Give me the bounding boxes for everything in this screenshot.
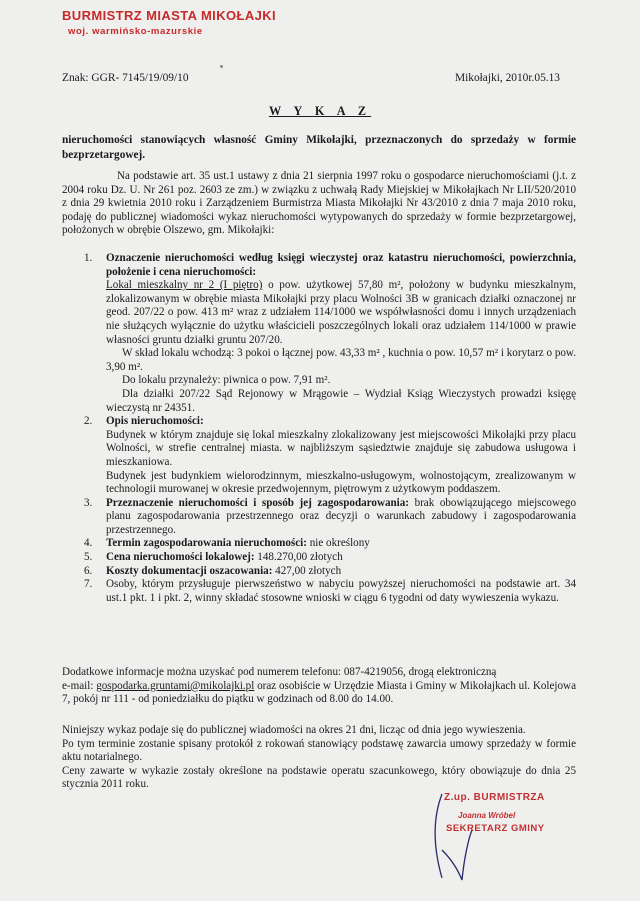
- signature-name: Joanna Wróbel: [458, 811, 516, 820]
- building-paragraph: Budynek jest budynkiem wielorodzinnym, mieszkalno-usługowym, wolnostojącym, zrealizowanym w technologii murowanej w okresie przedwojennym, piętrowym z użytkowym poddaszem.: [106, 469, 576, 496]
- item-number: 4.: [84, 537, 93, 550]
- item-text: 427,00 złotych: [272, 564, 342, 577]
- item-text: Osoby, którym przysługuje pierwszeństwo w nabyciu powyższej nieruchomości na podstawie art. 34 ust.1 pkt. 1 i pkt. 2, winny składać stosowne wnioski w ciągu 6 tygodni od daty wywieszenia wykazu.: [106, 578, 576, 604]
- additional-info: [62, 666, 576, 707]
- item-number: 5.: [84, 551, 93, 564]
- document-subtitle: nieruchomości stanowiących własność Gminy Mikołajki, przeznaczonych do sprzedaży w formie bezprzetargowej.: [62, 134, 576, 161]
- item-number: 6.: [84, 564, 93, 577]
- document-title: [0, 104, 640, 119]
- item-heading: Koszty dokumentacji oszacowania:: [106, 564, 273, 577]
- handwritten-signature: [412, 790, 582, 885]
- email-link[interactable]: gospodarka.gruntami@mikolajki.pl: [96, 679, 255, 692]
- closing-paragraph: Ceny zawarte w wykazie zostały określone na podstawie operatu szacunkowego, który obowiązuje do dnia 25 stycznia 2011 roku.: [62, 764, 576, 791]
- item-number: 7.: [84, 578, 93, 591]
- ink-dot: [220, 65, 223, 68]
- item-text: brak obowiązującego miejscowego planu zagospodarowania przestrzennego oraz decyzji o warunkach zabudowy i zagospodarowania przestrzennego.: [106, 496, 576, 536]
- closing-paragraph: Po tym terminie zostanie spisany protokół z rokowań stanowiący podstawę zawarcia umowy sprzedaży w formie aktu notarialnego.: [62, 737, 576, 764]
- list-item: [84, 537, 576, 551]
- additional-info-line: Dodatkowe informacje można uzyskać pod numerem telefonu: 087-4219056, drogą elektroniczną: [62, 666, 497, 678]
- item-heading: Opis nieruchomości:: [106, 415, 204, 428]
- rooms-paragraph: W skład lokalu wchodzą: 3 pokoi o łącznej pow. 43,33 m² , kuchnia o pow. 10,57 m² i korytarz o pow. 3,90 m².: [106, 347, 576, 373]
- document-date: Mikołajki, 2010r.05.13: [454, 72, 560, 84]
- stamp-subtitle: woj. warmińsko-mazurskie: [68, 26, 203, 37]
- lokal-description: o pow. użytkowej 57,80 m², położony w budynku mieszkalnym, zlokalizowanym w obrębie miasta Mikołajki przy placu Wolności 3B w granicach działki oznaczonej nr geod. 207/22 o pow. 413 m² wraz z udziałem 114/1000 we współwłasności domu i innych urządzeniach nie służących wyłącznie do użytku właścicieli poszczególnych lokali oraz udziałem 114/1000 w prawie własności gruntu działki gruntu 207/20.: [106, 279, 577, 346]
- office-stamp: [62, 8, 276, 37]
- item-heading: Oznaczenie nieruchomości według księgi wieczystej oraz katastru nieruchomości, powierzchnia, położenie i cena nieruchomości:: [106, 252, 576, 278]
- closing-section: [62, 724, 576, 792]
- item-heading: Termin zagospodarowania nieruchomości:: [106, 537, 307, 550]
- lokal-label: Lokal mieszkalny nr 2 (I piętro): [106, 279, 263, 292]
- cellar-paragraph: Do lokalu przynależy: piwnica o pow. 7,91 m².: [122, 374, 331, 387]
- list-item: [84, 252, 577, 415]
- stamp-title: BURMISTRZ MIASTA MIKOŁAJKI: [62, 8, 277, 23]
- item-heading: Przeznaczenie nieruchomości i sposób jej zagospodarowania:: [106, 496, 410, 509]
- item-number: 1.: [84, 252, 93, 264]
- list-item: [84, 415, 576, 497]
- intro-paragraph: Na podstawie art. 35 ust.1 ustawy z dnia 21 sierpnia 1997 roku o gospodarce nieruchomościami (j.t. z 2004 roku Dz. U. Nr 261 poz. 2603 ze zm.) w związku z uchwałą Rady Miejskiej w Mikołajkach Nr LII/520/2010 z dnia 29 kwietnia 2010 roku i Zarządzeniem Burmistrza Miasta Mikołajki Nr 43/2010 z dnia 7 maja 2010 roku, podaję do publicznej wiadomości wykaz nieruchomości wytypowanych do sprzedaży w formie bezprzetargowej, położonych w obrębie Olszewo, gm. Mikołajki:: [62, 170, 576, 237]
- email-prefix: e-mail:: [62, 679, 97, 692]
- item-number: 2.: [84, 415, 93, 428]
- document-title-text: W Y K A Z: [268, 104, 372, 118]
- item-text: nie określony: [306, 537, 370, 550]
- item-number: 3.: [84, 496, 93, 509]
- list-item: [84, 496, 576, 538]
- office-hours: oraz osobiście w Urzędzie Miasta i Gminy w Mikołajkach ul. Kolejowa 7, pokój nr 111 - od poniedziałku do piątku w godzinach od 8.00 do 14.00.: [62, 679, 576, 706]
- list-item: [84, 564, 576, 579]
- list-item: [84, 578, 576, 605]
- signature-line-1: Z.up. BURMISTRZA: [444, 792, 545, 803]
- list-item: [84, 551, 576, 565]
- signature-stamp: [412, 790, 582, 885]
- closing-paragraph: Niniejszy wykaz podaje się do publicznej wiadomości na okres 21 dni, licząc od dnia jego wywieszenia.: [62, 724, 526, 736]
- reference-number: Znak: GGR- 7145/19/09/10: [62, 72, 189, 84]
- land-register-paragraph: Dla działki 207/22 Sąd Rejonowy w Mrągowie – Wydział Ksiąg Wieczystych prowadzi księgę wieczystą nr 24351.: [106, 387, 576, 414]
- item-text: 148.270,00 złotych: [254, 551, 343, 564]
- signature-line-3: SEKRETARZ GMINY: [446, 823, 545, 834]
- items-list: [62, 252, 576, 605]
- location-paragraph: Budynek w którym znajduje się lokal mieszkalny zlokalizowany jest miejscowości Mikołajki przy placu Wolności, w strefie centralnej miasta. w najbliższym sąsiedztwie znajduje się zabudowa usługowa i mieszkaniowa.: [106, 428, 576, 468]
- item-heading: Cena nieruchomości lokalowej:: [106, 551, 255, 564]
